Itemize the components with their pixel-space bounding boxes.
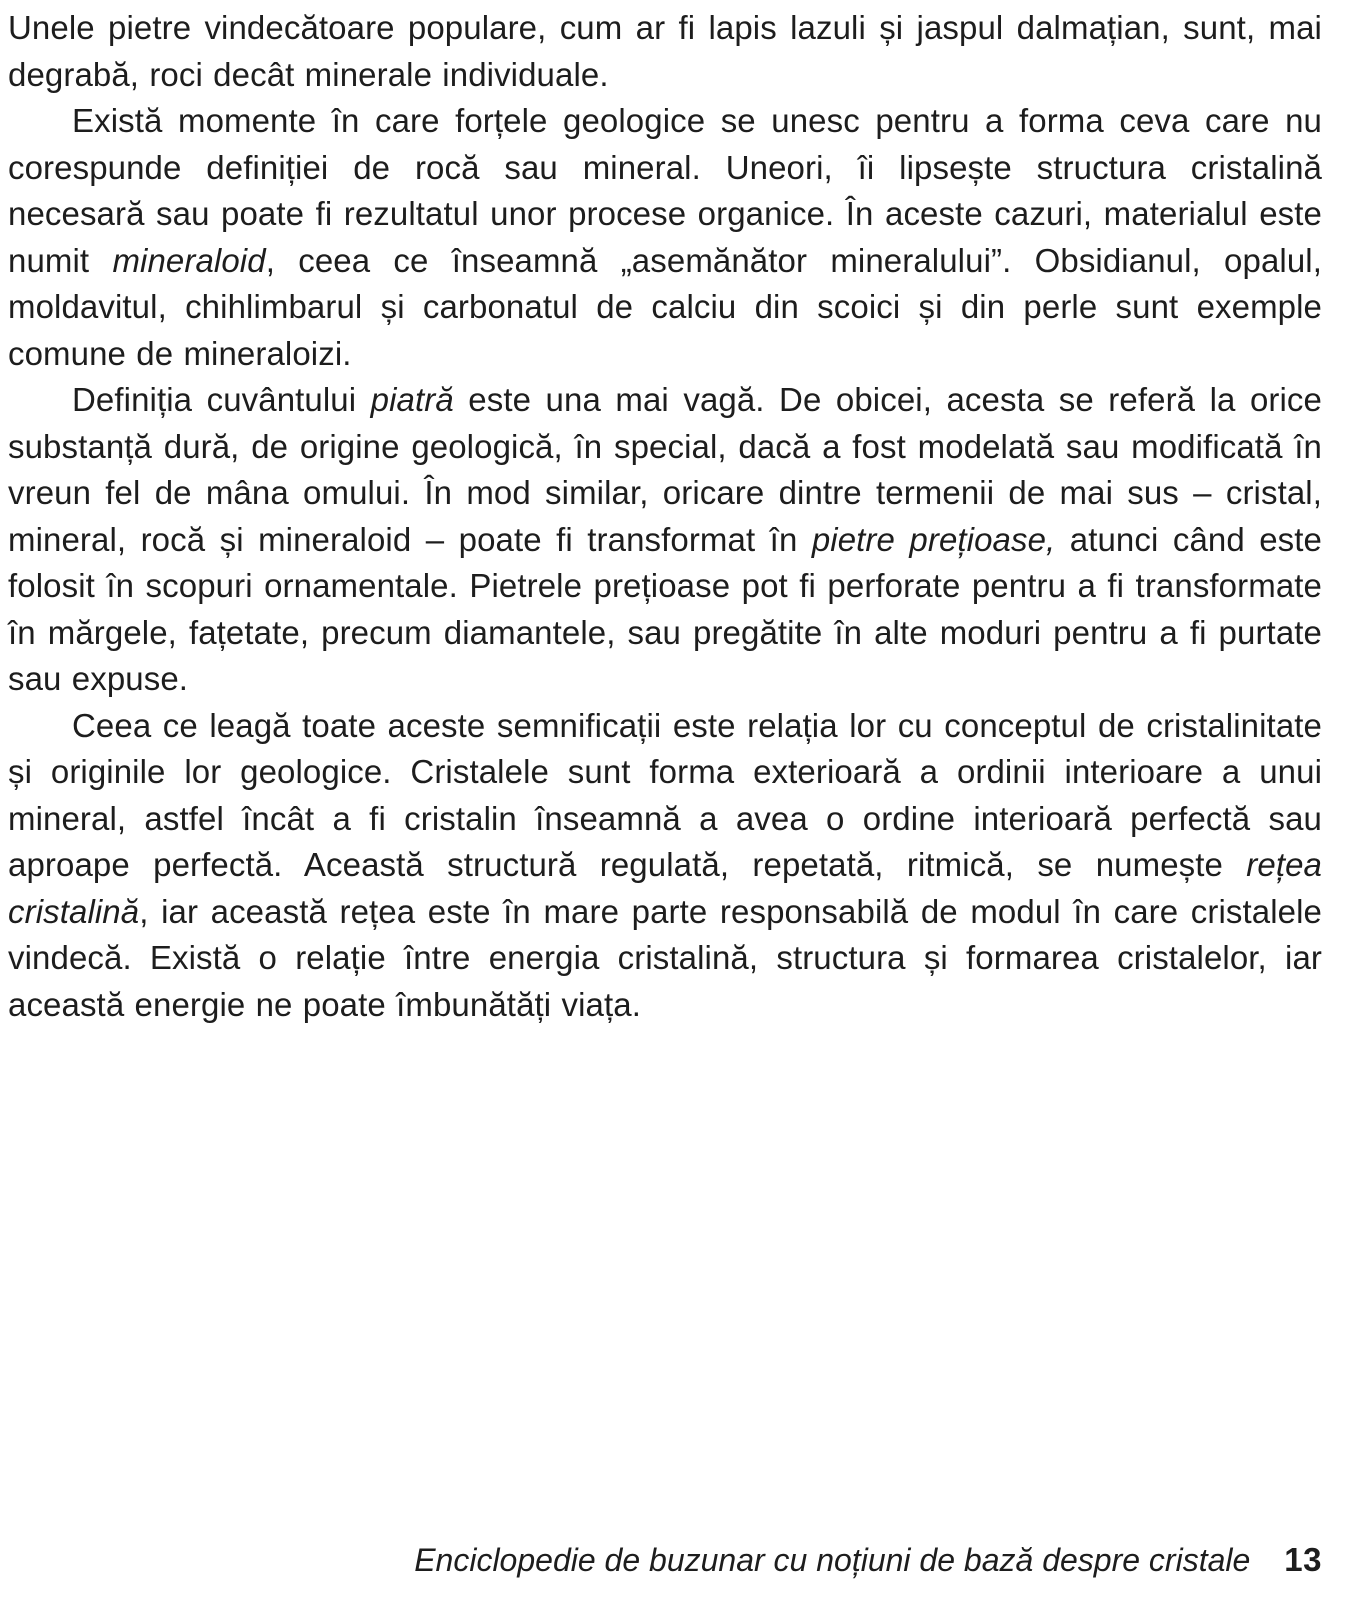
text-run: , iar această rețea este în mare parte responsabilă de modul în care cristalele vindecă. Există o relație între energia cristalină, structura și formarea cristalelor, iar această energie ne poate îmbunătăți viața. <box>8 892 1322 1023</box>
paragraph <box>8 377 1322 703</box>
italic-text-run: rețea cristalină <box>8 846 1322 930</box>
italic-text-run: pietre prețioase, <box>811 520 1056 558</box>
paragraph <box>8 98 1322 377</box>
text-run: Unele pietre vindecătoare populare, cum ar fi lapis lazuli și jaspul dalmațian, sunt, mai degrabă, roci decât minerale individuale. <box>8 9 1322 93</box>
running-title: Enciclopedie de buzunar cu noțiuni de bază despre cristale <box>414 1542 1251 1578</box>
italic-text-run: piatră <box>370 381 454 418</box>
text-run: Definiția cuvântului <box>72 381 371 418</box>
italic-text-run: mineraloid <box>112 241 266 279</box>
text-run: Există momente în care forțele geologice se unesc pentru a forma ceva care nu corespunde definiției de rocă sau mineral. Uneori, îi lipsește structura cristalină necesară sau poate fi rezultatul unor procese organice. În aceste cazuri, materialul este numit <box>8 102 1322 279</box>
text-run: este una mai vagă. De obicei, acesta se referă la orice substanță dură, de origine geologică, în special, dacă a fost modelată sau modificată în vreun fel de mâna omului. În mod similar, oricare dintre termenii de mai sus – cristal, mineral, rocă și mineraloid – poate fi transformat în <box>8 381 1322 558</box>
text-run: Ceea ce leagă toate aceste semnificații este relația lor cu conceptul de cristalinitate și originile lor geologice. Cristalele sunt forma exterioară a ordinii interioare a unui mineral, astfel încât a fi cristalin înseamnă a avea o ordine interioară perfectă sau aproape perfectă. Această structură regulată, repetată, ritmică, se numește <box>8 706 1322 883</box>
paragraph <box>8 5 1322 98</box>
text-run: , ceea ce înseamnă „asemănător mineralului”. Obsidianul, opalul, moldavitul, chihlimbarul și carbonatul de calciu din scoici și din perle sunt exemple comune de mineraloizi. <box>8 241 1322 372</box>
page-number: 13 <box>1284 1541 1322 1578</box>
paragraph <box>8 703 1322 1029</box>
text-run: atunci când este folosit în scopuri ornamentale. Pietrele prețioase pot fi perforate pentru a fi transformate în mărgele, fațetate, precum diamantele, sau pregătite în alte moduri pentru a fi purtate sau expuse. <box>8 520 1323 697</box>
book-page-text-block <box>8 5 1322 1028</box>
page-footer <box>8 1540 1322 1580</box>
